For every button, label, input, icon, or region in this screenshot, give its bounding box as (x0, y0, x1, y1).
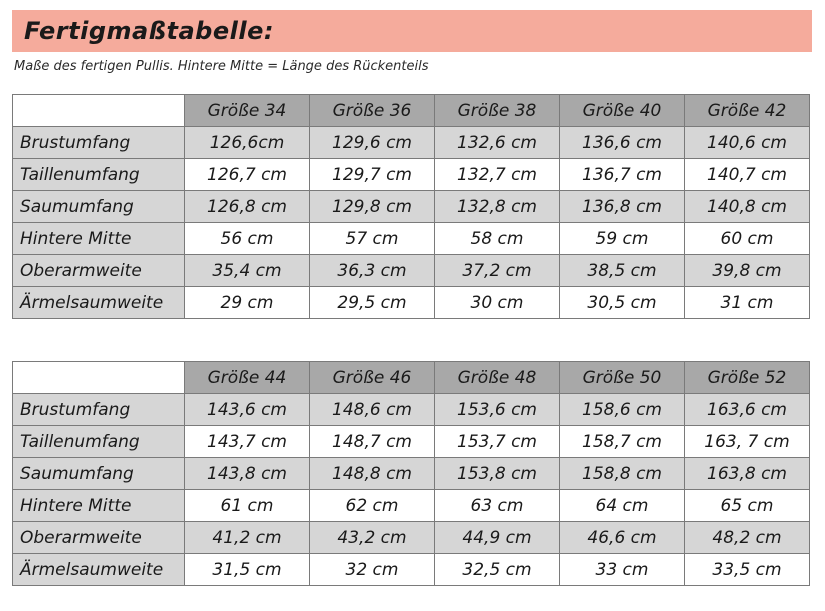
table-cell: 30 cm (435, 287, 560, 319)
size-header: Größe 50 (560, 362, 685, 394)
corner-cell (13, 95, 185, 127)
table-cell: 129,8 cm (310, 191, 435, 223)
table-row (13, 223, 810, 255)
size-table-1 (12, 94, 810, 319)
table-cell: 56 cm (185, 223, 310, 255)
table-cell: 57 cm (310, 223, 435, 255)
table-cell: 140,6 cm (685, 127, 810, 159)
corner-cell (13, 362, 185, 394)
table-cell: 163,8 cm (685, 458, 810, 490)
row-label: Oberarmweite (13, 522, 185, 554)
table-cell: 158,8 cm (560, 458, 685, 490)
title-bar (12, 10, 812, 52)
row-label: Hintere Mitte (13, 490, 185, 522)
table-cell: 129,7 cm (310, 159, 435, 191)
table-cell: 36,3 cm (310, 255, 435, 287)
size-header: Größe 34 (185, 95, 310, 127)
table-cell: 63 cm (435, 490, 560, 522)
table-row (13, 191, 810, 223)
row-label: Saumumfang (13, 458, 185, 490)
table-row (13, 522, 810, 554)
row-label: Hintere Mitte (13, 223, 185, 255)
table-row (13, 127, 810, 159)
size-header: Größe 42 (685, 95, 810, 127)
table-cell: 153,8 cm (435, 458, 560, 490)
table-cell: 33,5 cm (685, 554, 810, 586)
size-table-2 (12, 361, 810, 586)
row-label: Taillenumfang (13, 159, 185, 191)
table-cell: 126,6cm (185, 127, 310, 159)
header-row (13, 95, 810, 127)
table-cell: 29 cm (185, 287, 310, 319)
table-cell: 140,7 cm (685, 159, 810, 191)
table-row (13, 159, 810, 191)
table-cell: 143,6 cm (185, 394, 310, 426)
row-label: Oberarmweite (13, 255, 185, 287)
row-label: Ärmelsaumweite (13, 287, 185, 319)
table-cell: 148,8 cm (310, 458, 435, 490)
table-cell: 37,2 cm (435, 255, 560, 287)
size-header: Größe 36 (310, 95, 435, 127)
size-header: Größe 44 (185, 362, 310, 394)
table-row (13, 394, 810, 426)
table-cell: 153,6 cm (435, 394, 560, 426)
table-cell: 65 cm (685, 490, 810, 522)
table-cell: 143,8 cm (185, 458, 310, 490)
table-row (13, 490, 810, 522)
table-cell: 30,5 cm (560, 287, 685, 319)
table-cell: 31,5 cm (185, 554, 310, 586)
table-cell: 58 cm (435, 223, 560, 255)
table-cell: 132,6 cm (435, 127, 560, 159)
table-row (13, 458, 810, 490)
table-cell: 43,2 cm (310, 522, 435, 554)
table-cell: 126,8 cm (185, 191, 310, 223)
size-header: Größe 38 (435, 95, 560, 127)
table-cell: 158,6 cm (560, 394, 685, 426)
size-header: Größe 40 (560, 95, 685, 127)
table-cell: 132,7 cm (435, 159, 560, 191)
table-row (13, 287, 810, 319)
table-cell: 41,2 cm (185, 522, 310, 554)
table-cell: 64 cm (560, 490, 685, 522)
table-row (13, 255, 810, 287)
size-header: Größe 52 (685, 362, 810, 394)
size-header: Größe 48 (435, 362, 560, 394)
table-cell: 153,7 cm (435, 426, 560, 458)
table-cell: 136,6 cm (560, 127, 685, 159)
page-title: Fertigmaßtabelle: (24, 17, 274, 45)
table-row (13, 426, 810, 458)
table-cell: 158,7 cm (560, 426, 685, 458)
table-cell: 31 cm (685, 287, 810, 319)
table-cell: 46,6 cm (560, 522, 685, 554)
table-cell: 148,6 cm (310, 394, 435, 426)
table-cell: 33 cm (560, 554, 685, 586)
table-cell: 143,7 cm (185, 426, 310, 458)
table-cell: 61 cm (185, 490, 310, 522)
row-label: Saumumfang (13, 191, 185, 223)
size-header: Größe 46 (310, 362, 435, 394)
table-cell: 136,8 cm (560, 191, 685, 223)
table-cell: 59 cm (560, 223, 685, 255)
table-cell: 38,5 cm (560, 255, 685, 287)
row-label: Ärmelsaumweite (13, 554, 185, 586)
row-label: Taillenumfang (13, 426, 185, 458)
row-label: Brustumfang (13, 394, 185, 426)
table-cell: 29,5 cm (310, 287, 435, 319)
table-cell: 132,8 cm (435, 191, 560, 223)
table-cell: 148,7 cm (310, 426, 435, 458)
table-cell: 32 cm (310, 554, 435, 586)
table-cell: 62 cm (310, 490, 435, 522)
table-cell: 39,8 cm (685, 255, 810, 287)
table-row (13, 554, 810, 586)
table-cell: 136,7 cm (560, 159, 685, 191)
table-cell: 32,5 cm (435, 554, 560, 586)
table-cell: 126,7 cm (185, 159, 310, 191)
table-cell: 44,9 cm (435, 522, 560, 554)
table-cell: 60 cm (685, 223, 810, 255)
table-cell: 129,6 cm (310, 127, 435, 159)
header-row (13, 362, 810, 394)
table-cell: 48,2 cm (685, 522, 810, 554)
table-cell: 35,4 cm (185, 255, 310, 287)
table-cell: 140,8 cm (685, 191, 810, 223)
subtitle: Maße des fertigen Pullis. Hintere Mitte = Länge des Rückenteils (14, 59, 429, 74)
table-cell: 163,6 cm (685, 394, 810, 426)
row-label: Brustumfang (13, 127, 185, 159)
table-cell: 163, 7 cm (685, 426, 810, 458)
